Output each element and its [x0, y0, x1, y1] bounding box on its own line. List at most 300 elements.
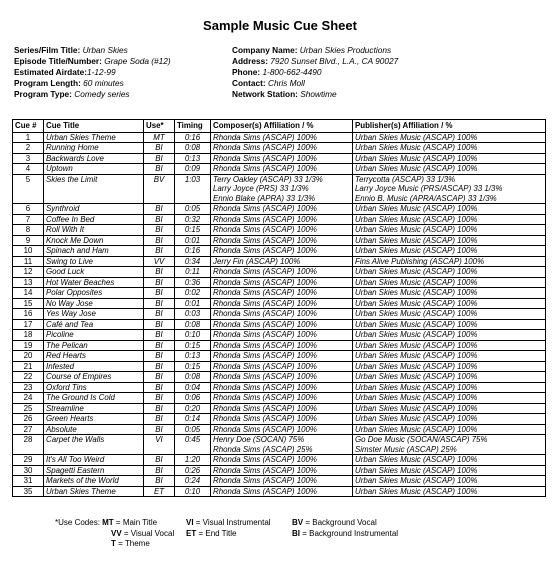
- composer-cell: [211, 486, 353, 497]
- legend-item-visual-instrumental: [186, 518, 271, 529]
- use-code-cell: BI: [144, 319, 175, 330]
- address-row: [232, 56, 552, 67]
- legend-desc: = Main Title: [113, 518, 158, 527]
- table-row: [13, 288, 546, 299]
- composer-entry: Jerry Fin (ASCAP) 100%: [213, 256, 301, 266]
- table-row: [13, 277, 546, 288]
- publisher-entry: Urban Skies Music (ASCAP) 100%: [355, 351, 478, 360]
- use-codes-legend: [0, 518, 560, 550]
- timing-cell: 0:15: [175, 361, 211, 372]
- composer-entry: Rhonda Sims (ASCAP) 100%: [213, 267, 317, 276]
- cue-title-cell: Coffee In Bed: [44, 214, 144, 225]
- table-row: [13, 225, 546, 236]
- use-code-cell: BI: [144, 214, 175, 225]
- use-code-cell: BI: [144, 143, 175, 154]
- timing-cell: 0:04: [175, 382, 211, 393]
- cue-number-cell: 23: [13, 382, 44, 393]
- use-code-cell: BI: [144, 309, 175, 320]
- table-row: [13, 132, 546, 143]
- cue-number-cell: 30: [13, 465, 44, 476]
- use-code-cell: BI: [144, 298, 175, 309]
- cue-title-cell: Hot Water Beaches: [44, 277, 144, 288]
- cue-number-cell: 16: [13, 309, 44, 320]
- composer-entry: Rhonda Sims (ASCAP) 25%: [213, 444, 313, 454]
- composer-entry: Rhonda Sims (ASCAP) 100%: [213, 372, 317, 381]
- use-code-cell: BI: [144, 225, 175, 236]
- timing-cell: 0:09: [175, 164, 211, 175]
- timing-cell: 1:03: [175, 174, 211, 204]
- publisher-cell: [353, 309, 546, 320]
- cue-title-cell: Uptown: [44, 164, 144, 175]
- publisher-cell: [353, 246, 546, 257]
- composer-cell: [211, 455, 353, 466]
- cue-title-cell: Carpet the Walls: [44, 435, 144, 455]
- publisher-cell: [353, 267, 546, 278]
- table-row: [13, 476, 546, 487]
- legend-row: [0, 518, 560, 529]
- use-code-cell: MT: [144, 132, 175, 143]
- composer-entry: Terry Oakley (ASCAP) 33 1/3%: [213, 174, 323, 184]
- legend-item-visual-vocal: [111, 529, 174, 540]
- cue-number-cell: 10: [13, 246, 44, 257]
- publisher-entry: Urban Skies Music (ASCAP) 100%: [355, 143, 478, 152]
- composer-cell: [211, 414, 353, 425]
- composer-entry: Rhonda Sims (ASCAP) 100%: [213, 330, 317, 339]
- composer-entry: Rhonda Sims (ASCAP) 100%: [213, 214, 317, 224]
- publisher-cell: [353, 214, 546, 225]
- composer-cell: [211, 351, 353, 362]
- publisher-entry: Urban Skies Music (ASCAP) 100%: [355, 414, 478, 423]
- field-label: Series/Film Title:: [14, 45, 81, 55]
- company-name-row: [232, 45, 552, 56]
- publisher-cell: [353, 319, 546, 330]
- network-station-row: [232, 89, 552, 100]
- publisher-entry: Urban Skies Music (ASCAP) 100%: [355, 372, 478, 381]
- cue-number-cell: 2: [13, 143, 44, 154]
- publisher-cell: [353, 465, 546, 476]
- cue-title-cell: It's All Too Weird: [44, 455, 144, 466]
- publisher-cell: [353, 361, 546, 372]
- field-value: 1-800-662-4490: [262, 67, 322, 77]
- cue-title-cell: Polar Opposites: [44, 288, 144, 299]
- publisher-entry: Urban Skies Music (ASCAP) 100%: [355, 476, 478, 485]
- cue-number-cell: 22: [13, 372, 44, 383]
- timing-cell: 0:02: [175, 288, 211, 299]
- phone-row: [232, 67, 552, 78]
- publisher-entry: Urban Skies Music (ASCAP) 100%: [355, 235, 478, 245]
- cue-number-cell: 6: [13, 204, 44, 215]
- timing-cell: 0:01: [175, 298, 211, 309]
- publisher-cell: [353, 486, 546, 497]
- timing-cell: 0:05: [175, 424, 211, 435]
- publisher-entry: Urban Skies Music (ASCAP) 100%: [355, 153, 478, 163]
- cue-number-cell: 17: [13, 319, 44, 330]
- publisher-cell: [353, 298, 546, 309]
- publisher-entry: Urban Skies Music (ASCAP) 100%: [355, 267, 478, 276]
- publisher-entry: Urban Skies Music (ASCAP) 100%: [355, 309, 478, 318]
- field-label: Program Length:: [14, 78, 81, 88]
- column-header-timing: Timing: [175, 120, 211, 133]
- legend-desc: = Background Vocal: [303, 518, 377, 527]
- composer-entry: Larry Joyce (PRS) 33 1/3%: [213, 184, 309, 193]
- composer-entry: Rhonda Sims (ASCAP) 100%: [213, 132, 317, 142]
- timing-cell: 0:08: [175, 143, 211, 154]
- cue-title-cell: Streamline: [44, 403, 144, 414]
- timing-cell: 0:13: [175, 153, 211, 164]
- composer-cell: [211, 319, 353, 330]
- use-code-cell: BI: [144, 465, 175, 476]
- table-row: [13, 414, 546, 425]
- publisher-entry: Go Doe Music (SOCAN/ASCAP) 75%: [355, 435, 488, 444]
- field-label: Contact:: [232, 78, 266, 88]
- table-row: [13, 164, 546, 175]
- field-value: Showtime: [300, 89, 337, 99]
- page-title: Sample Music Cue Sheet: [203, 18, 357, 33]
- use-code-cell: VI: [144, 435, 175, 455]
- legend-code: BI: [292, 528, 300, 538]
- field-value: Grape Soda (#12): [104, 56, 171, 66]
- timing-cell: 0:32: [175, 214, 211, 225]
- cue-number-cell: 3: [13, 153, 44, 164]
- composer-entry: Rhonda Sims (ASCAP) 100%: [213, 351, 317, 360]
- timing-cell: 0:10: [175, 330, 211, 341]
- timing-cell: 0:45: [175, 435, 211, 455]
- table-row: [13, 246, 546, 257]
- publisher-entry: Urban Skies Music (ASCAP) 100%: [355, 403, 478, 413]
- cue-number-cell: 25: [13, 403, 44, 414]
- use-code-cell: BI: [144, 246, 175, 257]
- table-row: [13, 372, 546, 383]
- table-row: [13, 455, 546, 466]
- use-code-cell: BI: [144, 351, 175, 362]
- cue-number-cell: 26: [13, 414, 44, 425]
- table-header-row: [13, 120, 546, 133]
- table-row: [13, 214, 546, 225]
- column-header-cue-number: Cue #: [13, 120, 44, 133]
- series-title-row: [14, 45, 224, 56]
- cue-title-cell: Café and Tea: [44, 319, 144, 330]
- composer-cell: [211, 435, 353, 455]
- timing-cell: 1:20: [175, 455, 211, 466]
- composer-cell: [211, 246, 353, 257]
- table-row: [13, 340, 546, 351]
- composer-cell: [211, 288, 353, 299]
- column-header-use: Use*: [144, 120, 175, 133]
- composer-cell: [211, 465, 353, 476]
- field-value: Comedy series: [74, 89, 130, 99]
- program-length-row: [14, 78, 224, 89]
- legend-code: ET: [186, 528, 197, 538]
- cue-number-cell: 21: [13, 361, 44, 372]
- use-code-cell: BI: [144, 372, 175, 383]
- cue-number-cell: 13: [13, 277, 44, 288]
- table-row: [13, 403, 546, 414]
- table-row: [13, 382, 546, 393]
- legend-desc: = Theme: [115, 539, 150, 548]
- use-code-cell: BI: [144, 361, 175, 372]
- composer-entry: Rhonda Sims (ASCAP) 100%: [213, 319, 317, 329]
- cue-title-cell: Knock Me Down: [44, 235, 144, 246]
- publisher-cell: [353, 340, 546, 351]
- cue-title-cell: Swing to Live: [44, 256, 144, 267]
- publisher-cell: [353, 382, 546, 393]
- publisher-entry: Urban Skies Music (ASCAP) 100%: [355, 424, 478, 434]
- composer-entry: Rhonda Sims (ASCAP) 100%: [213, 361, 317, 371]
- composer-cell: [211, 424, 353, 435]
- program-info: [14, 45, 224, 100]
- field-value: Urban Skies Productions: [299, 45, 392, 55]
- composer-entry: Rhonda Sims (ASCAP) 100%: [213, 225, 317, 234]
- cue-title-cell: The Ground Is Cold: [44, 393, 144, 404]
- timing-cell: 0:26: [175, 465, 211, 476]
- cue-number-cell: 15: [13, 298, 44, 309]
- composer-entry: Rhonda Sims (ASCAP) 100%: [213, 277, 317, 287]
- composer-entry: Rhonda Sims (ASCAP) 100%: [213, 455, 317, 464]
- timing-cell: 0:05: [175, 204, 211, 215]
- composer-cell: [211, 256, 353, 267]
- legend-item-theme: [111, 539, 150, 550]
- cue-number-cell: 24: [13, 393, 44, 404]
- cue-number-cell: 5: [13, 174, 44, 204]
- cue-title-cell: Green Hearts: [44, 414, 144, 425]
- composer-cell: [211, 403, 353, 414]
- publisher-entry: Urban Skies Music (ASCAP) 100%: [355, 465, 478, 475]
- table-row: [13, 298, 546, 309]
- composer-entry: Rhonda Sims (ASCAP) 100%: [213, 153, 317, 163]
- field-value: 7920 Sunset Blvd., L.A., CA 90027: [270, 56, 399, 66]
- publisher-cell: [353, 351, 546, 362]
- composer-cell: [211, 267, 353, 278]
- use-code-cell: BI: [144, 393, 175, 404]
- legend-desc: = End Title: [196, 528, 237, 538]
- publisher-cell: [353, 204, 546, 215]
- cue-number-cell: 35: [13, 486, 44, 497]
- composer-entry: Henry Doe (SOCAN) 75%: [213, 435, 305, 444]
- publisher-entry: Urban Skies Music (ASCAP) 100%: [355, 455, 478, 464]
- table-row: [13, 424, 546, 435]
- timing-cell: 0:15: [175, 340, 211, 351]
- cue-title-cell: Infested: [44, 361, 144, 372]
- publisher-entry: Terrycotta (ASCAP) 33 1/3%: [355, 174, 456, 184]
- cue-table: [12, 119, 546, 497]
- composer-cell: [211, 298, 353, 309]
- timing-cell: 0:08: [175, 319, 211, 330]
- composer-cell: [211, 361, 353, 372]
- composer-entry: Rhonda Sims (ASCAP) 100%: [213, 143, 317, 152]
- cue-title-cell: Spinach and Ham: [44, 246, 144, 257]
- timing-cell: 0:10: [175, 486, 211, 497]
- timing-cell: 0:03: [175, 309, 211, 320]
- table-row: [13, 319, 546, 330]
- publisher-cell: [353, 424, 546, 435]
- publisher-cell: [353, 225, 546, 236]
- composer-entry: Ennio Blake (APRA) 33 1/3%: [213, 193, 316, 203]
- cue-number-cell: 19: [13, 340, 44, 351]
- cue-number-cell: 11: [13, 256, 44, 267]
- composer-cell: [211, 214, 353, 225]
- use-code-cell: VV: [144, 256, 175, 267]
- legend-row: [0, 539, 560, 550]
- legend-item-main-title: [55, 518, 157, 529]
- publisher-entry: Urban Skies Music (ASCAP) 100%: [355, 298, 478, 308]
- use-code-cell: BI: [144, 235, 175, 246]
- publisher-entry: Simster Music (ASCAP) 25%: [355, 444, 457, 454]
- table-row: [13, 435, 546, 455]
- composer-cell: [211, 382, 353, 393]
- cue-title-cell: Red Hearts: [44, 351, 144, 362]
- publisher-entry: Urban Skies Music (ASCAP) 100%: [355, 330, 478, 339]
- cue-number-cell: 31: [13, 476, 44, 487]
- publisher-entry: Ennio B. Music (APRA/ASCAP) 33 1/3%: [355, 193, 497, 203]
- publisher-cell: [353, 174, 546, 204]
- cue-number-cell: 18: [13, 330, 44, 341]
- field-value: 60 minutes: [83, 78, 124, 88]
- episode-title-row: [14, 56, 224, 67]
- use-code-cell: BI: [144, 267, 175, 278]
- publisher-cell: [353, 132, 546, 143]
- use-code-cell: BI: [144, 382, 175, 393]
- table-row: [13, 204, 546, 215]
- cue-title-cell: Absolute: [44, 424, 144, 435]
- legend-desc: = Visual Instrumental: [193, 518, 271, 527]
- legend-code: MT: [102, 518, 114, 527]
- publisher-cell: [353, 143, 546, 154]
- cue-title-cell: Backwards Love: [44, 153, 144, 164]
- publisher-cell: [353, 256, 546, 267]
- publisher-entry: Urban Skies Music (ASCAP) 100%: [355, 164, 478, 173]
- publisher-cell: [353, 476, 546, 487]
- legend-code: VI: [186, 518, 194, 527]
- cue-title-cell: Running Home: [44, 143, 144, 154]
- timing-cell: 0:24: [175, 476, 211, 487]
- use-code-cell: BI: [144, 204, 175, 215]
- timing-cell: 0:20: [175, 403, 211, 414]
- use-code-cell: BV: [144, 174, 175, 204]
- cue-title-cell: The Pelican: [44, 340, 144, 351]
- cue-title-cell: Picoline: [44, 330, 144, 341]
- publisher-cell: [353, 455, 546, 466]
- airdate-row: [14, 67, 224, 78]
- timing-cell: 0:16: [175, 132, 211, 143]
- cue-number-cell: 20: [13, 351, 44, 362]
- publisher-cell: [353, 153, 546, 164]
- publisher-cell: [353, 414, 546, 425]
- publisher-cell: [353, 372, 546, 383]
- composer-entry: Rhonda Sims (ASCAP) 100%: [213, 393, 317, 402]
- field-label: Episode Title/Number:: [14, 56, 102, 66]
- composer-cell: [211, 330, 353, 341]
- composer-cell: [211, 340, 353, 351]
- use-code-cell: BI: [144, 424, 175, 435]
- publisher-entry: Urban Skies Music (ASCAP) 100%: [355, 225, 478, 234]
- publisher-entry: Urban Skies Music (ASCAP) 100%: [355, 486, 478, 496]
- table-row: [13, 361, 546, 372]
- publisher-entry: Urban Skies Music (ASCAP) 100%: [355, 340, 478, 350]
- composer-cell: [211, 132, 353, 143]
- column-header-publisher: Publisher(s) Affiliation / %: [353, 120, 546, 133]
- publisher-entry: Urban Skies Music (ASCAP) 100%: [355, 214, 478, 224]
- composer-entry: Rhonda Sims (ASCAP) 100%: [213, 204, 317, 213]
- legend-code: T: [111, 539, 116, 548]
- publisher-entry: Urban Skies Music (ASCAP) 100%: [355, 393, 478, 402]
- cue-number-cell: 1: [13, 132, 44, 143]
- composer-entry: Rhonda Sims (ASCAP) 100%: [213, 235, 317, 245]
- cue-number-cell: 4: [13, 164, 44, 175]
- composer-entry: Rhonda Sims (ASCAP) 100%: [213, 486, 317, 496]
- legend-item-background-instrumental: [292, 529, 398, 540]
- publisher-cell: [353, 277, 546, 288]
- field-value: Urban Skies: [82, 45, 128, 55]
- composer-entry: Rhonda Sims (ASCAP) 100%: [213, 476, 317, 485]
- composer-cell: [211, 309, 353, 320]
- publisher-entry: Larry Joyce Music (PRS/ASCAP) 33 1/3%: [355, 184, 503, 193]
- publisher-entry: Urban Skies Music (ASCAP) 100%: [355, 246, 478, 255]
- table-row: [13, 256, 546, 267]
- legend-code: BV: [292, 518, 304, 527]
- timing-cell: 0:06: [175, 393, 211, 404]
- field-value: 1-12-99: [87, 67, 116, 77]
- use-code-cell: BI: [144, 153, 175, 164]
- field-value: Chris Moll: [267, 78, 305, 88]
- legend-desc: = Visual Vocal: [121, 528, 175, 538]
- composer-cell: [211, 174, 353, 204]
- publisher-cell: [353, 403, 546, 414]
- cue-title-cell: Spagetti Eastern: [44, 465, 144, 476]
- composer-cell: [211, 277, 353, 288]
- composer-entry: Rhonda Sims (ASCAP) 100%: [213, 403, 317, 413]
- composer-entry: Rhonda Sims (ASCAP) 100%: [213, 340, 317, 350]
- use-code-cell: BI: [144, 403, 175, 414]
- publisher-cell: [353, 288, 546, 299]
- legend-desc: = Background Instrumental: [300, 528, 399, 538]
- cue-title-cell: Skies the Limit: [44, 174, 144, 204]
- composer-entry: Rhonda Sims (ASCAP) 100%: [213, 164, 317, 173]
- legend-item-end-title: [186, 529, 236, 540]
- legend-row: [0, 529, 560, 540]
- cue-title-cell: Oxford Tins: [44, 382, 144, 393]
- publisher-entry: Fins Alive Publishing (ASCAP) 100%: [355, 256, 485, 266]
- cue-title-cell: Markets of the World: [44, 476, 144, 487]
- use-code-cell: BI: [144, 288, 175, 299]
- program-type-row: [14, 89, 224, 100]
- table-row: [13, 174, 546, 204]
- cue-title-cell: Roll With It: [44, 225, 144, 236]
- composer-cell: [211, 225, 353, 236]
- publisher-entry: Urban Skies Music (ASCAP) 100%: [355, 361, 478, 371]
- timing-cell: 0:34: [175, 256, 211, 267]
- composer-cell: [211, 204, 353, 215]
- composer-cell: [211, 164, 353, 175]
- cue-number-cell: 12: [13, 267, 44, 278]
- composer-cell: [211, 235, 353, 246]
- field-label: Phone:: [232, 67, 261, 77]
- publisher-cell: [353, 235, 546, 246]
- table-row: [13, 143, 546, 154]
- cue-number-cell: 28: [13, 435, 44, 455]
- use-code-cell: ET: [144, 486, 175, 497]
- use-code-cell: BI: [144, 476, 175, 487]
- field-label: Address:: [232, 56, 268, 66]
- composer-entry: Rhonda Sims (ASCAP) 100%: [213, 288, 317, 297]
- composer-cell: [211, 476, 353, 487]
- publisher-cell: [353, 330, 546, 341]
- use-code-cell: BI: [144, 340, 175, 351]
- table-row: [13, 351, 546, 362]
- cue-title-cell: Urban Skies Theme: [44, 132, 144, 143]
- table-row: [13, 235, 546, 246]
- composer-cell: [211, 153, 353, 164]
- publisher-entry: Urban Skies Music (ASCAP) 100%: [355, 204, 478, 213]
